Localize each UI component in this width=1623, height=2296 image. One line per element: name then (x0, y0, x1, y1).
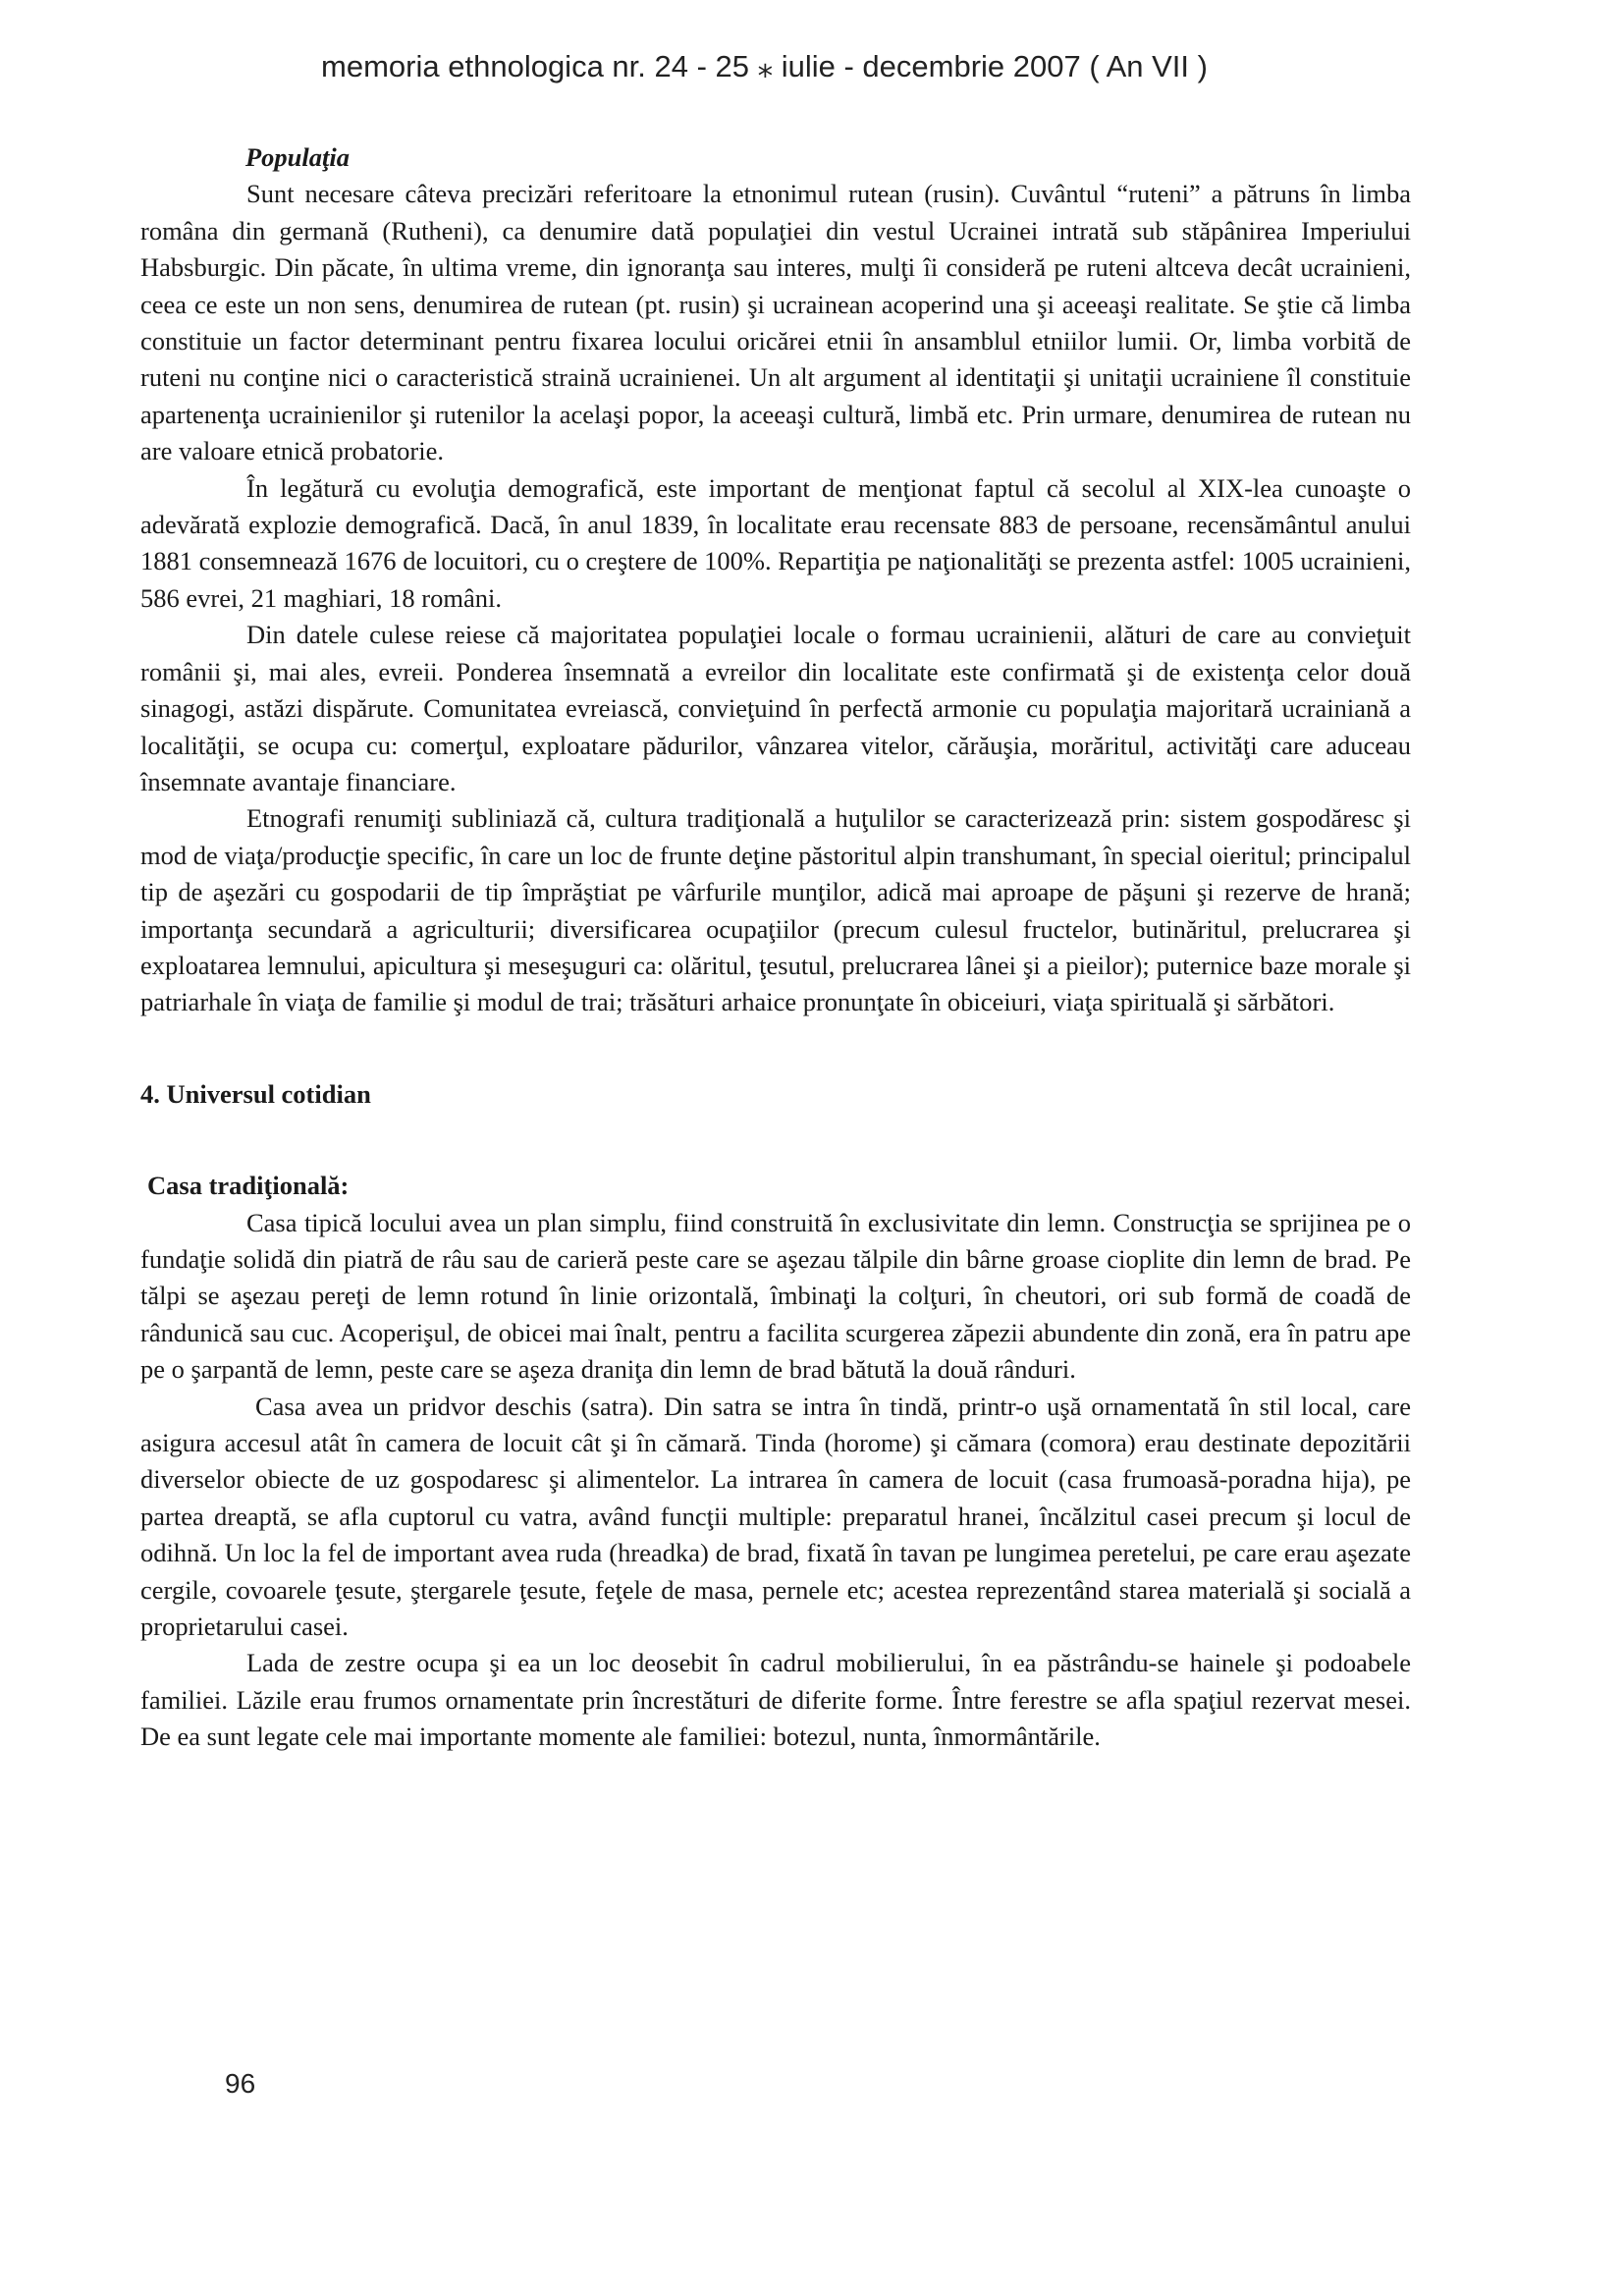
casa-heading: Casa tradiţională: (147, 1171, 350, 1201)
body-text (140, 139, 1411, 1756)
paragraph: Casa avea un pridvor deschis (satra). Din satra se intra în tindă, printr-o uşă ornamentată în stil local, care asigura accesul atât în camera de locuit cât şi în cămară. Tinda (horome) şi cămara (comora) erau destinate depozitării diverselor obiecte de uz gospodaresc şi alimentelor. La intrarea în camera de locuit (casa frumoasă-poradna hija), pe partea dreaptă, se afla cuptorul cu vatra, având funcţii multiple: preparatul hranei, încălzitul casei precum şi locul de odihnă. Un loc la fel de important avea ruda (hreadka) de brad, fixată în tavan pe lungimea peretelui, pe care erau aşezate cergile, covoarele ţesute, ştergarele ţesute, feţele de masa, pernele etc; acestea reprezentând starea materială şi socială a proprietarului casei. (140, 1391, 1411, 1642)
populatia-heading: Populaţia (245, 142, 351, 172)
running-header: memoria ethnologica nr. 24 - 25 ⁎ iulie - decembrie 2007 ( An VII ) (321, 49, 1208, 83)
paragraph: Casa tipică locului avea un plan simplu, fiind construită în exclusivitate din lemn. Construcţia se sprijinea pe o fundaţie solidă din piatră de râu sau de carieră peste care se aşezau tălpile din bârne groase cioplite din lemn de brad. Pe tălpi se aşezau pereţi de lemn rotund în linie orizontală, îmbinaţi la colţuri, în cheutori, ori sub formă de coadă de rândunică sau cuc. Acoperişul, de obicei mai înalt, pentru a facilita scurgerea zăpezii abundente din zonă, era în patru ape pe o şarpantă de lemn, peste care se aşeza draniţa din lemn de brad bătută la două rânduri. (140, 1207, 1411, 1385)
paragraph: Etnografi renumiţi subliniază că, cultura tradiţională a huţulilor se caracterizează prin: sistem gospodăresc şi mod de viaţa/producţie specific, în care un loc de frunte deţine păstoritul alpin transhumant, în special oieritul; principalul tip de aşezări cu gospodarii de tip împrăştiat pe vârfurile munţilor, adică mai aproape de păşuni şi rezerve de hrană; importanţa secundară a agriculturii; diversificarea ocupaţiilor (precum culesul fructelor, butinăritul, prelucrarea şi exploatarea lemnului, apicultura şi meseşuguri ca: olăritul, ţesutul, prelucrarea lânei şi a pieilor); puternice baze morale şi patriarhale în viaţa de familie şi modul de trai; trăsături arhaice pronunţate în obiceiuri, viaţa spirituală şi sărbători. (140, 803, 1411, 1017)
section-heading: 4. Universul cotidian (140, 1078, 371, 1109)
paragraph: Sunt necesare câteva precizări referitoare la etnonimul rutean (rusin). Cuvântul “ruteni” a pătruns în limba româna din germană (Rutheni), ca denumire dată populaţiei din vestul Ucrainei intrată sub stăpânirea Imperiului Habsburgic. Din păcate, în ultima vreme, din ignoranţa sau interes, mulţi îi consideră pe ruteni altceva decât ucrainieni, ceea ce este un non sens, denumirea de rutean (pt. rusin) şi ucrainean acoperind una şi aceeaşi realitate. Se ştie că limba constituie un factor determinant pentru fixarea locului oricărei etnii în ansamblul etniilor lumii. Or, limba vorbită de ruteni nu conţine nici o caracteristică straină ucrainienei. Un alt argument al identitaţii şi unitaţii ucrainiene îl constituie apartenenţa ucrainienilor şi rutenilor la acelaşi popor, la aceeaşi cultură, limbă etc. Prin urmare, denumirea de rutean nu are valoare etnică probatorie. (140, 179, 1411, 466)
paragraph: În legătură cu evoluţia demografică, este important de menţionat faptul că secolul al XIX-lea cunoaşte o adevărată explozie demografică. Dacă, în anul 1839, în localitate erau recensate 883 de persoane, recensământul anului 1881 consemnează 1676 de locuitori, cu o creştere de 100%. Repartiţia pe naţionalităţi se prezenta astfel: 1005 ucrainieni, 586 evrei, 21 maghiari, 18 români. (140, 472, 1411, 613)
paragraph: Din datele culese reiese că majoritatea populaţiei locale o formau ucrainienii, alături de care au convieţuit românii şi, mai ales, evreii. Ponderea însemnată a evreilor din localitate este confirmată şi de existenţa celor două sinagogi, astăzi dispărute. Comunitatea evreiască, convieţuind în perfectă armonie cu populaţia majoritară ucrainiană a localităţii, se ocupa cu: comerţul, exploatare pădurilor, vânzarea vitelor, cărăuşia, morăritul, activităţi care aduceau însemnate avantaje financiare. (140, 620, 1411, 796)
paragraph: Lada de zestre ocupa şi ea un loc deosebit în cadrul mobilierului, în ea păstrându-se hainele şi podoabele familiei. Lăzile erau frumos ornamentate prin încrestături de diferite forme. Între ferestre se afla spaţiul rezervat mesei. De ea sunt legate cele mai importante momente ale familiei: botezul, nunta, înmormântările. (140, 1648, 1411, 1752)
page-number: 96 (225, 2068, 256, 2099)
